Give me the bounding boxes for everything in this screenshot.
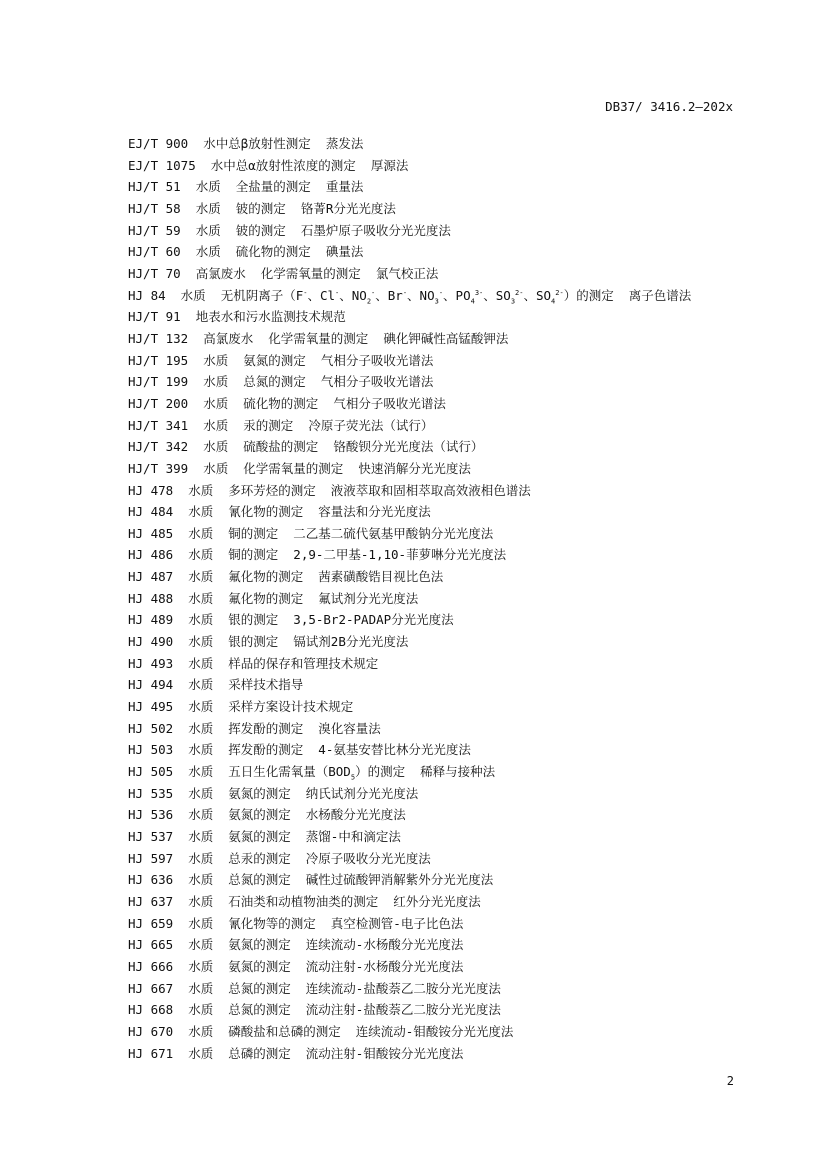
reference-item: HJ 536 水质 氨氮的测定 水杨酸分光光度法 — [128, 807, 406, 823]
page-number: 2 — [726, 1074, 734, 1088]
reference-item: HJ 488 水质 氟化物的测定 氟试剂分光光度法 — [128, 590, 419, 606]
reference-item: HJ/T 200 水质 硫化物的测定 气相分子吸收光谱法 — [128, 395, 446, 411]
reference-item: HJ 537 水质 氨氮的测定 蒸馏-中和滴定法 — [128, 829, 401, 844]
reference-item: HJ/T 341 水质 汞的测定 冷原子荧光法（试行） — [128, 417, 434, 433]
reference-text: 、NO — [407, 287, 435, 303]
reference-item: HJ 484 水质 氰化物的测定 容量法和分光光度法 — [128, 504, 431, 520]
reference-item: HJ 597 水质 总汞的测定 冷原子吸收分光光度法 — [128, 850, 431, 866]
subscript: 5 — [350, 773, 356, 782]
reference-item — [128, 285, 748, 307]
reference-item: HJ/T 70 高氯废水 化学需氧量的测定 氯气校正法 — [128, 265, 439, 281]
reference-item — [128, 761, 748, 783]
reference-item: HJ/T 132 高氯废水 化学需氧量的测定 碘化钾碱性高锰酸钾法 — [128, 330, 509, 346]
reference-item: HJ 659 水质 氰化物等的测定 真空检测管-电子比色法 — [128, 915, 464, 931]
reference-item: HJ/T 195 水质 氨氮的测定 气相分子吸收光谱法 — [128, 352, 434, 368]
superscript: - — [402, 288, 408, 297]
reference-item: HJ/T 399 水质 化学需氧量的测定 快速消解分光光度法 — [128, 460, 471, 476]
reference-item: HJ 502 水质 挥发酚的测定 溴化容量法 — [128, 720, 381, 736]
reference-item: HJ 495 水质 采样方案设计技术规定 — [128, 699, 354, 715]
reference-item: HJ 667 水质 总氮的测定 连续流动-盐酸萘乙二胺分光光度法 — [128, 980, 501, 996]
reference-item: HJ 493 水质 样品的保存和管理技术规定 — [128, 655, 379, 671]
reference-item: EJ/T 900 水中总β放射性测定 蒸发法 — [128, 136, 364, 151]
subscript: 2 — [366, 297, 372, 306]
reference-item: HJ/T 91 地表水和污水监测技术规范 — [128, 309, 346, 325]
reference-text: 、Cl — [307, 287, 336, 303]
reference-item: HJ 668 水质 总氮的测定 流动注射-盐酸萘乙二胺分光光度法 — [128, 1002, 501, 1018]
superscript: - — [371, 288, 376, 297]
normative-references-list — [128, 133, 748, 1064]
superscript: - — [438, 288, 444, 297]
reference-item: HJ/T 199 水质 总氮的测定 气相分子吸收光谱法 — [128, 374, 434, 390]
reference-text: 、NO — [339, 287, 367, 303]
reference-item: HJ 494 水质 采样技术指导 — [128, 677, 304, 693]
reference-text: 、PO — [443, 287, 471, 303]
reference-item: HJ 478 水质 多环芳烃的测定 液液萃取和固相萃取高效液相色谱法 — [128, 482, 531, 498]
reference-item: HJ/T 60 水质 硫化物的测定 碘量法 — [128, 244, 364, 260]
reference-item: HJ 503 水质 挥发酚的测定 4-氨基安替比林分光光度法 — [128, 742, 471, 758]
reference-item: HJ 486 水质 铜的测定 2,9-二甲基-1,10-菲萝啉分光光度法 — [128, 547, 507, 563]
reference-item: HJ 671 水质 总磷的测定 流动注射-钼酸铵分光光度法 — [128, 1045, 464, 1061]
reference-item: HJ 665 水质 氨氮的测定 连续流动-水杨酸分光光度法 — [128, 937, 464, 953]
reference-text: 、Br — [375, 287, 403, 303]
reference-item: HJ 636 水质 总氮的测定 碱性过硫酸钾消解紫外分光光度法 — [128, 872, 494, 888]
reference-item: EJ/T 1075 水中总α放射性浓度的测定 厚源法 — [128, 157, 409, 173]
reference-item: HJ 670 水质 磷酸盐和总磷的测定 连续流动-钼酸铵分光光度法 — [128, 1023, 514, 1039]
reference-item: HJ/T 342 水质 硫酸盐的测定 铬酸钡分光光度法（试行） — [128, 439, 484, 455]
reference-item: HJ 489 水质 银的测定 3,5-Br2-PADAP分光光度法 — [128, 612, 454, 628]
superscript: - — [335, 288, 340, 297]
subscript: 4 — [551, 297, 556, 306]
reference-item: HJ/T 51 水质 全盐量的测定 重量法 — [128, 179, 364, 195]
reference-item: HJ 487 水质 氟化物的测定 茜素磺酸锆目视比色法 — [128, 569, 444, 585]
reference-text: 、SO — [483, 287, 511, 303]
reference-text: 、SO — [523, 287, 552, 303]
document-code-header: DB37/ 3416.2—202x — [605, 99, 733, 114]
superscript: 2- — [515, 288, 524, 297]
subscript: 3 — [510, 297, 516, 306]
reference-item: HJ 535 水质 氨氮的测定 纳氏试剂分光光度法 — [128, 785, 419, 801]
superscript: - — [303, 288, 308, 297]
reference-text: HJ 505 水质 五日生化需氧量（BOD — [128, 764, 351, 780]
subscript: 4 — [470, 297, 475, 306]
reference-item: HJ/T 59 水质 铍的测定 石墨炉原子吸收分光光度法 — [128, 222, 451, 238]
reference-item: HJ 666 水质 氨氮的测定 流动注射-水杨酸分光光度法 — [128, 958, 464, 974]
reference-item: HJ 637 水质 石油类和动植物油类的测定 红外分光光度法 — [128, 893, 481, 909]
reference-item: HJ 490 水质 银的测定 镉试剂2B分光光度法 — [128, 634, 409, 650]
reference-text: ）的测定 离子色谱法 — [563, 287, 692, 303]
subscript: 3 — [434, 297, 439, 306]
superscript: 2- — [555, 288, 564, 297]
reference-text: ）的测定 稀释与接种法 — [355, 764, 496, 780]
reference-text: HJ 84 水质 无机阴离子（F — [128, 287, 304, 303]
reference-item: HJ 485 水质 铜的测定 二乙基二硫代氨基甲酸钠分光光度法 — [128, 525, 494, 541]
superscript: 3- — [474, 288, 484, 297]
reference-item: HJ/T 58 水质 铍的测定 铬菁R分光光度法 — [128, 200, 396, 216]
